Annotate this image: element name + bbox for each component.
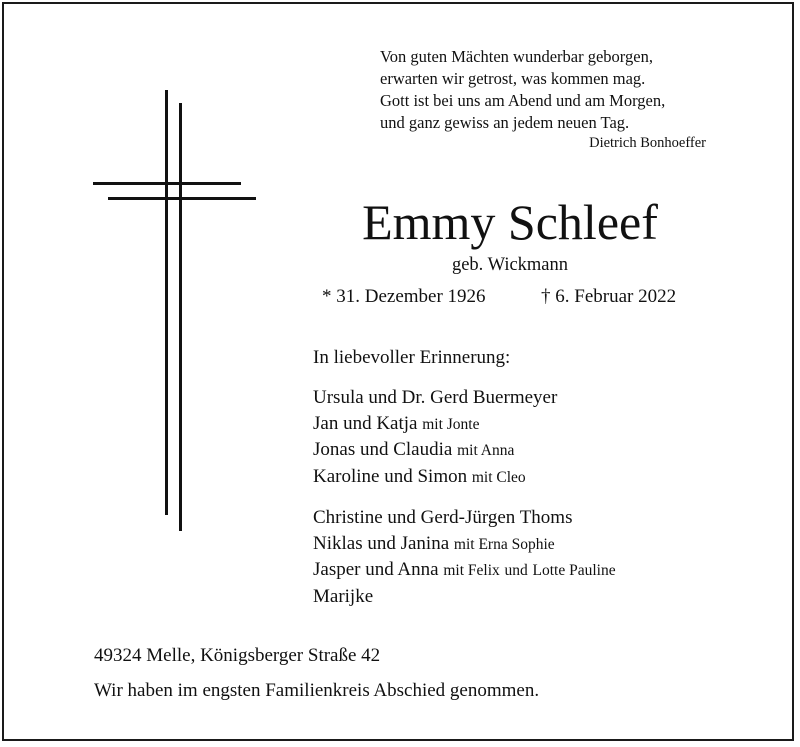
birth-date: * 31. Dezember 1926 xyxy=(322,286,486,307)
family-line xyxy=(313,584,616,610)
cross-vertical-bar-2 xyxy=(179,103,182,531)
family-children: mit Felix xyxy=(443,562,500,579)
family-names: Jan und Katja xyxy=(313,412,418,434)
mourners-intro: In liebevoller Erinnerung: xyxy=(313,347,511,368)
deceased-name: Emmy Schleef xyxy=(362,194,658,250)
family-children: mit Erna Sophie xyxy=(453,535,555,553)
address: 49324 Melle, Königsberger Straße 42 xyxy=(94,645,381,666)
family-line xyxy=(313,437,557,464)
family-names: Christine und Gerd-Jürgen Thoms xyxy=(313,507,573,528)
family-children: mit Anna xyxy=(457,442,515,459)
cross-horizontal-bar-1 xyxy=(93,182,241,185)
family-children: mit Jonte xyxy=(422,415,480,433)
family-group xyxy=(313,385,557,490)
family-names: Marijke xyxy=(313,585,374,607)
family-names: Ursula und Dr. Gerd Buermeyer xyxy=(313,387,558,408)
cross-horizontal-bar-2 xyxy=(108,197,256,200)
cross-vertical-bar-1 xyxy=(165,90,168,515)
family-line xyxy=(313,464,557,491)
poem-line: Gott ist bei uns am Abend und am Morgen, xyxy=(380,91,666,110)
family-names: Jonas und Claudia xyxy=(313,439,453,460)
family-children: Lotte Pauline xyxy=(532,562,616,579)
poem-line: und ganz gewiss an jedem neuen Tag. xyxy=(380,113,630,132)
family-names: Jasper und Anna xyxy=(313,559,439,580)
family-names: Karoline und Simon xyxy=(313,465,468,487)
family-line xyxy=(313,557,616,584)
family-children: und xyxy=(504,562,528,579)
family-line xyxy=(313,411,557,438)
poem-author: Dietrich Bonhoeffer xyxy=(589,135,706,151)
poem-line: Von guten Mächten wunderbar geborgen, xyxy=(380,47,653,66)
poem xyxy=(380,46,665,134)
family-group xyxy=(313,505,616,609)
family-line xyxy=(313,531,616,558)
family-line xyxy=(313,505,616,531)
family-children: mit Cleo xyxy=(471,468,526,486)
death-date: † 6. Februar 2022 xyxy=(541,286,677,307)
family-line xyxy=(313,385,557,411)
family-names: Niklas und Janina xyxy=(313,532,450,554)
closing-note: Wir haben im engsten Familienkreis Abschied genommen. xyxy=(94,680,540,701)
birth-name: geb. Wickmann xyxy=(451,255,569,275)
poem-line: erwarten wir getrost, was kommen mag. xyxy=(380,69,646,88)
